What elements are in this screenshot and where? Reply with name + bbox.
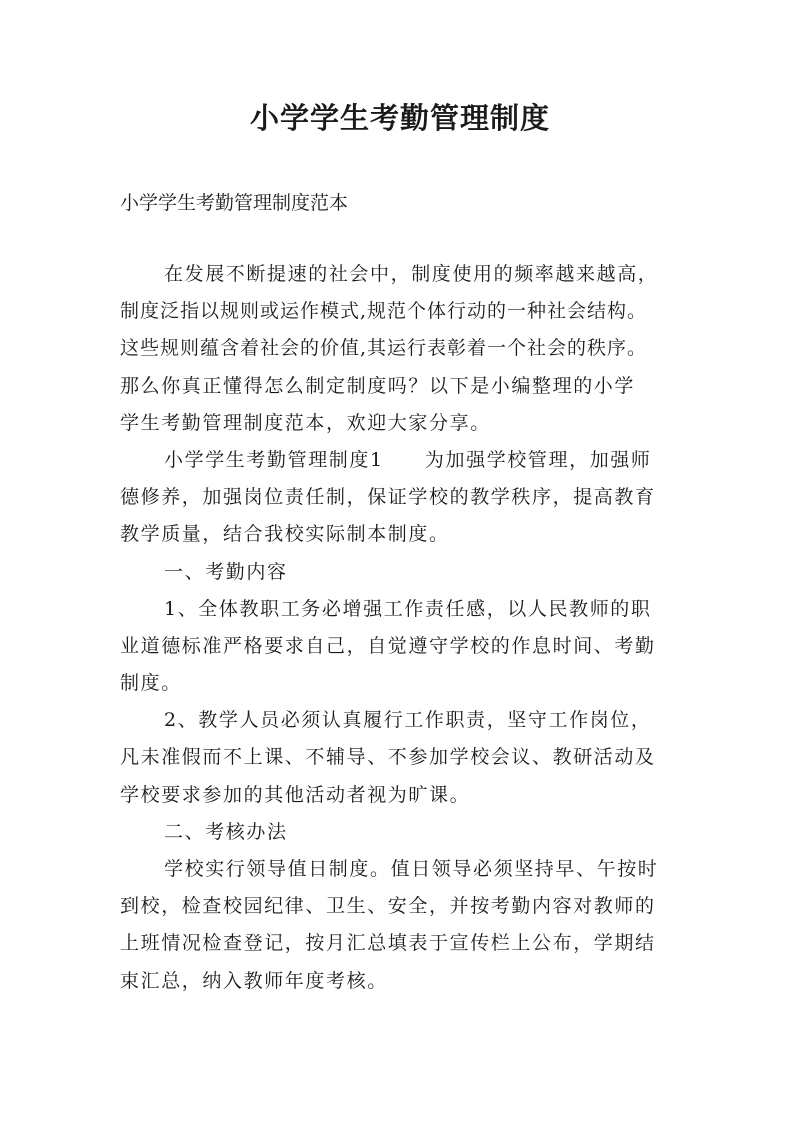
paragraph-line: 学校实行领导值日制度。值日领导必须坚持早、午按时 — [164, 858, 659, 880]
paragraph-line: 制度泛指以规则或运作模式,规范个体行动的一种社会结构。 — [120, 300, 648, 323]
section-heading: 一、考勤内容 — [164, 560, 288, 583]
paragraph-line: 这些规则蕴含着社会的价值,其运行表彰着一个社会的秩序。 — [120, 337, 648, 360]
paragraph-line: 凡未准假而不上课、不辅导、不参加学校会议、教研活动及 — [120, 746, 656, 769]
paragraph-line: 在发展不断提速的社会中，制度使用的频率越来越高， — [164, 263, 659, 285]
paragraph-line: 学校要求参加的其他活动者视为旷课。 — [120, 783, 471, 806]
paragraph-line: 那么你真正懂得怎么制定制度吗？以下是小编整理的小学 — [120, 374, 636, 397]
paragraph-line: 束汇总，纳入教师年度考核。 — [120, 969, 388, 992]
document-body — [120, 256, 688, 1000]
paragraph-line: 业道德标准严格要求自己，自觉遵守学校的作息时间、考勤 — [120, 634, 656, 657]
paragraph-line: 制度。 — [120, 672, 182, 695]
paragraph-line: 1、全体教职工务必增强工作责任感，以人民教师的职 — [164, 597, 652, 620]
paragraph-line: 到校，检查校园纪律、卫生、安全，并按考勤内容对教师的 — [120, 895, 656, 918]
paragraph-line: 教学质量，结合我校实际制本制度。 — [120, 523, 450, 546]
paragraph-line: 德修养，加强岗位责任制，保证学校的教学秩序，提高教育 — [120, 486, 656, 509]
paragraph-line: 2、教学人员必须认真履行工作职责，坚守工作岗位， — [164, 709, 652, 732]
section-heading: 二、考核办法 — [164, 820, 288, 843]
document-subtitle: 小学学生考勤管理制度范本 — [120, 192, 349, 214]
paragraph-line: 上班情况检查登记，按月汇总填表于宣传栏上公布，学期结 — [120, 932, 656, 955]
paragraph-line: 学生考勤管理制度范本，欢迎大家分享。 — [120, 411, 491, 434]
paragraph-line: 小学学生考勤管理制度1 为加强学校管理，加强师 — [164, 448, 652, 471]
document-title: 小学学生考勤管理制度 — [249, 101, 550, 135]
